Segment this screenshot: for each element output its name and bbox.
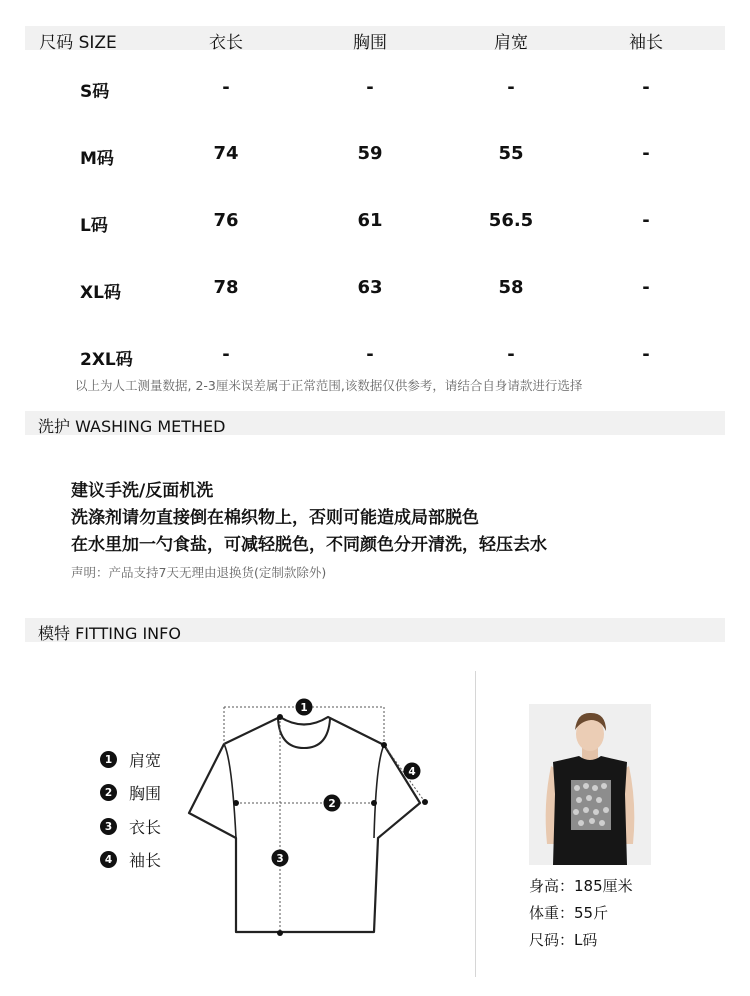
legend-number: 3	[100, 818, 117, 835]
washing-title: 洗护 WASHING METHED	[38, 417, 226, 436]
cell-length: 76	[213, 210, 239, 231]
model-size: 尺码：L码	[529, 931, 598, 949]
cell-sleeve: -	[642, 277, 650, 298]
cell-sleeve: -	[642, 77, 650, 98]
legend-label: 胸围	[129, 784, 162, 803]
cell-shoulder: -	[507, 344, 515, 365]
cell-chest: 59	[357, 143, 383, 164]
svg-text:3: 3	[276, 853, 284, 865]
marker-4-icon	[404, 763, 421, 780]
measurement-note: 以上为人工测量数据, 2-3厘米误差属于正常范围,该数据仅供参考，请结合自身请款进行选择	[75, 378, 583, 393]
section-divider	[475, 671, 476, 977]
marker-3-icon	[272, 850, 289, 867]
row-size: 2XL码	[80, 350, 133, 370]
cell-length: -	[222, 344, 230, 365]
tshirt-measurement-diagram	[180, 690, 440, 950]
legend-label: 袖长	[129, 851, 162, 870]
legend-number: 4	[100, 851, 117, 868]
header-sleeve: 袖长	[629, 33, 663, 53]
washing-line: 在水里加一勺食盐，可减轻脱色，不同颜色分开清洗，轻压去水	[71, 535, 547, 555]
header-size: 尺码 SIZE	[39, 33, 117, 53]
washing-line: 洗涤剂请勿直接倒在棉织物上，否则可能造成局部脱色	[71, 508, 479, 528]
marker-2-icon	[324, 795, 341, 812]
row-size: L码	[80, 216, 108, 236]
legend-length	[100, 815, 161, 838]
row-size: XL码	[80, 283, 121, 303]
row-size: M码	[80, 149, 114, 169]
legend-number: 1	[100, 751, 117, 768]
cell-sleeve: -	[642, 143, 650, 164]
cell-shoulder: 56.5	[488, 210, 534, 231]
svg-text:2: 2	[328, 798, 336, 810]
header-shoulder: 肩宽	[494, 33, 528, 53]
legend-chest	[100, 781, 161, 804]
marker-1-icon	[296, 699, 313, 716]
cell-chest: -	[366, 344, 374, 365]
cell-shoulder: -	[507, 77, 515, 98]
svg-text:1: 1	[300, 702, 308, 714]
legend-sleeve	[100, 848, 161, 871]
header-chest: 胸围	[353, 33, 387, 53]
legend-shoulder	[100, 748, 161, 771]
cell-chest: 61	[357, 210, 383, 231]
legend-number: 2	[100, 784, 117, 801]
fitting-title: 模特 FITTING INFO	[38, 624, 181, 643]
cell-length: 74	[213, 143, 239, 164]
cell-sleeve: -	[642, 210, 650, 231]
cell-shoulder: 58	[498, 277, 524, 298]
return-policy-note: 声明：产品支持7天无理由退换货(定制款除外)	[71, 565, 327, 580]
svg-text:4: 4	[408, 766, 416, 778]
cell-sleeve: -	[642, 344, 650, 365]
cell-chest: -	[366, 77, 374, 98]
washing-header-bar	[25, 411, 725, 435]
fitting-header-bar	[25, 618, 725, 642]
legend-label: 肩宽	[129, 751, 162, 770]
model-height: 身高：185厘米	[529, 877, 633, 895]
cell-length: -	[222, 77, 230, 98]
cell-chest: 63	[357, 277, 383, 298]
tshirt-outline-icon	[189, 717, 420, 932]
header-length: 衣长	[209, 33, 243, 53]
washing-line: 建议手洗/反面机洗	[71, 481, 214, 501]
cell-length: 78	[213, 277, 239, 298]
cell-shoulder: 55	[498, 143, 524, 164]
model-photo	[529, 704, 651, 865]
row-size: S码	[80, 82, 110, 102]
model-weight: 体重：55斤	[529, 904, 609, 922]
legend-label: 衣长	[129, 818, 162, 837]
